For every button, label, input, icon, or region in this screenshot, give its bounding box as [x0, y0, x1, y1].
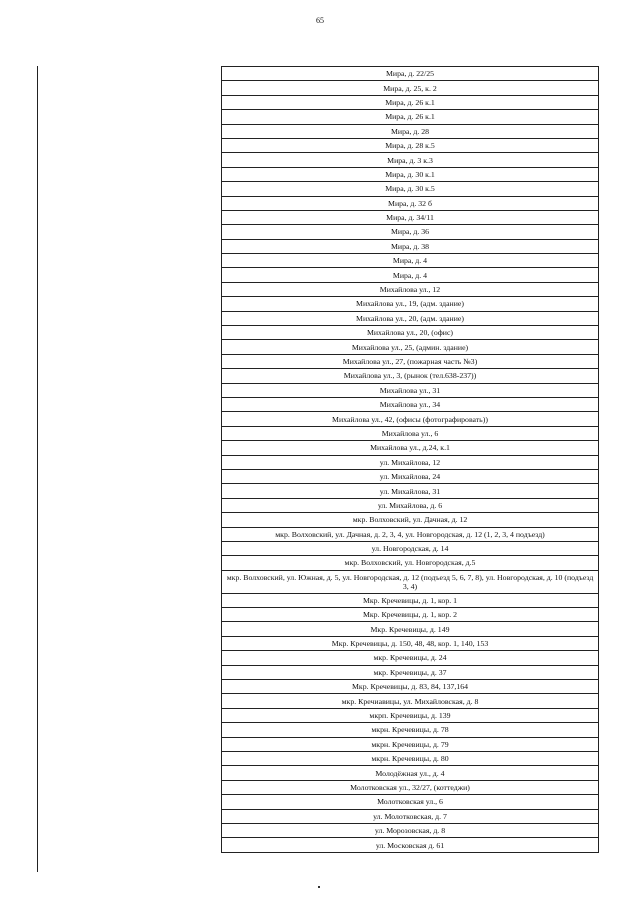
table-row — [222, 766, 599, 780]
table-row — [222, 795, 599, 809]
table-row — [222, 426, 599, 440]
table-row — [222, 823, 599, 837]
table-row — [222, 397, 599, 411]
table-row — [222, 694, 599, 708]
address-cell: Молодёжная ул., д. 4 — [222, 766, 599, 780]
address-cell: Мира, д. 36 — [222, 225, 599, 239]
table-row — [222, 254, 599, 268]
address-cell: мкрн. Кречевицы, д. 79 — [222, 737, 599, 751]
table-row — [222, 311, 599, 325]
table-row — [222, 441, 599, 455]
address-cell: Мира, д. 26 к.1 — [222, 95, 599, 109]
table-row — [222, 570, 599, 593]
stray-mark — [318, 886, 320, 888]
table-row — [222, 282, 599, 296]
table-row — [222, 383, 599, 397]
table-row — [222, 751, 599, 765]
address-cell: ул. Михайлова, д. 6 — [222, 498, 599, 512]
table-row — [222, 196, 599, 210]
address-cell: Мира, д. 4 — [222, 268, 599, 282]
address-cell: Молотковская ул., 32/27, (коттеджи) — [222, 780, 599, 794]
table-row — [222, 636, 599, 650]
table-row — [222, 484, 599, 498]
address-cell: мкр. Кречиавицы, ул. Михайловская, д. 8 — [222, 694, 599, 708]
address-cell: Михайлова ул., 25, (админ. здание) — [222, 340, 599, 354]
address-cell: ул. Михайлова, 24 — [222, 469, 599, 483]
address-cell: мкр. Кречевицы, д. 37 — [222, 665, 599, 679]
table-row — [222, 737, 599, 751]
address-cell: Мкр. Кречевицы, д. 150, 48, 48, кор. 1, 140, 153 — [222, 636, 599, 650]
table-row — [222, 622, 599, 636]
table-row — [222, 182, 599, 196]
address-cell: Мкр. Кречевицы, д. 149 — [222, 622, 599, 636]
address-cell: Мкр. Кречевицы, д. 83, 84, 137,164 — [222, 680, 599, 694]
address-cell: Мира, д. 26 к.1 — [222, 110, 599, 124]
address-cell: Мира, д. 3 к.3 — [222, 153, 599, 167]
address-cell: Михайлова ул., д.24, к.1 — [222, 441, 599, 455]
address-cell: Мира, д. 22/25 — [222, 67, 599, 81]
address-cell: мкр. Волховский, ул. Южная, д. 5, ул. Новгородская, д. 12 (подъезд 5, 6, 7, 8), ул. Новгородская, д. 10 (подъезд 3, 4) — [222, 570, 599, 593]
table-row — [222, 809, 599, 823]
table-row — [222, 455, 599, 469]
address-cell: Мира, д. 30 к.1 — [222, 167, 599, 181]
table-row — [222, 210, 599, 224]
address-cell: мкр. Волховский, ул. Дачная, д. 2, 3, 4, ул. Новгородская, д. 12 (1, 2, 3, 4 подъезд) — [222, 527, 599, 541]
address-cell: Мира, д. 28 к.5 — [222, 138, 599, 152]
table-row — [222, 838, 599, 852]
address-cell: Михайлова ул., 19, (адм. здание) — [222, 297, 599, 311]
table-row — [222, 167, 599, 181]
address-cell: Мира, д. 25, к. 2 — [222, 81, 599, 95]
address-cell: Михайлова ул., 3, (рынок (тел.638-237)) — [222, 369, 599, 383]
table-row — [222, 708, 599, 722]
table-row — [222, 110, 599, 124]
address-cell: мкр. Волховский, ул. Дачная, д. 12 — [222, 513, 599, 527]
table-row — [222, 369, 599, 383]
address-cell: мкрп. Кречевицы, д. 139 — [222, 708, 599, 722]
table-row — [222, 527, 599, 541]
address-cell: Мира, д. 28 — [222, 124, 599, 138]
address-cell: Михайлова ул., 31 — [222, 383, 599, 397]
page-number: 65 — [316, 16, 324, 25]
address-cell: ул. Новгородская, д. 14 — [222, 541, 599, 555]
table-row — [222, 239, 599, 253]
address-cell: Мира, д. 38 — [222, 239, 599, 253]
table-row — [222, 513, 599, 527]
table-row — [222, 138, 599, 152]
table-row — [222, 651, 599, 665]
table-row — [222, 268, 599, 282]
address-cell: Михайлова ул., 12 — [222, 282, 599, 296]
address-cell: мкр. Волховский, ул. Новгородская, д.5 — [222, 556, 599, 570]
address-cell: ул. Михайлова, 12 — [222, 455, 599, 469]
table-row — [222, 469, 599, 483]
table-row — [222, 326, 599, 340]
table-row — [222, 340, 599, 354]
table-row — [222, 412, 599, 426]
table-row — [222, 153, 599, 167]
address-cell: ул. Морозовская, д. 8 — [222, 823, 599, 837]
table-row — [222, 67, 599, 81]
address-table-body — [222, 67, 599, 853]
table-row — [222, 124, 599, 138]
address-cell: Михайлова ул., 34 — [222, 397, 599, 411]
table-row — [222, 723, 599, 737]
table-row — [222, 354, 599, 368]
table-row — [222, 680, 599, 694]
table-row — [222, 297, 599, 311]
address-cell: Михайлова ул., 6 — [222, 426, 599, 440]
table-row — [222, 225, 599, 239]
address-cell: Мира, д. 34/11 — [222, 210, 599, 224]
address-cell: мкрн. Кречевицы, д. 80 — [222, 751, 599, 765]
address-cell: мкрн. Кречевицы, д. 78 — [222, 723, 599, 737]
address-cell: Мира, д. 32 б — [222, 196, 599, 210]
table-row — [222, 665, 599, 679]
address-cell: Мкр. Кречевицы, д. 1, кор. 1 — [222, 593, 599, 607]
address-cell: Мкр. Кречевицы, д. 1, кор. 2 — [222, 608, 599, 622]
address-cell: Молотковская ул., 6 — [222, 795, 599, 809]
address-cell: мкр. Кречевицы, д. 24 — [222, 651, 599, 665]
address-cell: Михайлова ул., 27, (пожарная часть №3) — [222, 354, 599, 368]
address-cell: Михайлова ул., 20, (офис) — [222, 326, 599, 340]
address-cell: ул. Михайлова, 31 — [222, 484, 599, 498]
table-row — [222, 498, 599, 512]
address-cell: ул. Московская д. 61 — [222, 838, 599, 852]
address-cell: ул. Молотковская, д. 7 — [222, 809, 599, 823]
address-cell: Мира, д. 30 к.5 — [222, 182, 599, 196]
table-row — [222, 780, 599, 794]
table-row — [222, 541, 599, 555]
left-column-rule — [37, 66, 38, 872]
address-table — [221, 66, 599, 853]
table-row — [222, 95, 599, 109]
table-row — [222, 608, 599, 622]
table-row — [222, 593, 599, 607]
table-row — [222, 81, 599, 95]
table-row — [222, 556, 599, 570]
address-cell: Михайлова ул., 42, (офисы (фотографировать)) — [222, 412, 599, 426]
address-cell: Михайлова ул., 20, (адм. здание) — [222, 311, 599, 325]
address-cell: Мира, д. 4 — [222, 254, 599, 268]
